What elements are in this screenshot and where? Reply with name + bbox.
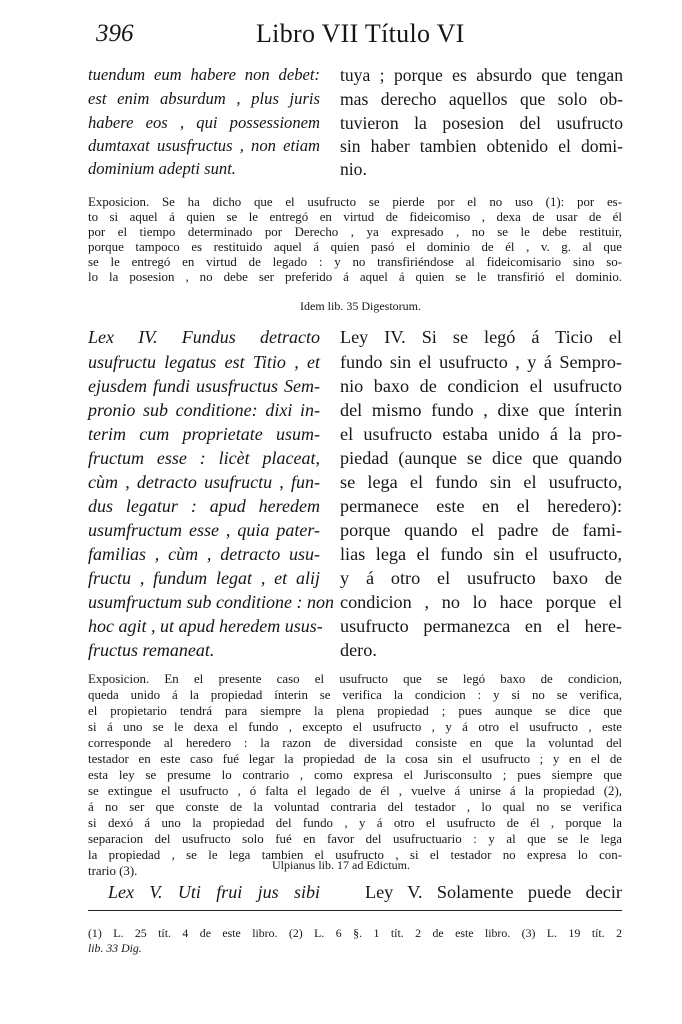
spanish-line: piedad (aunque se dice que quando (340, 448, 622, 468)
spanish-line: Ley IV. Si se legó á Ticio el (340, 327, 622, 347)
spanish-line: nio. (340, 159, 367, 179)
latin-line: terim cum proprietate usum- (88, 424, 320, 444)
exposition-line: la propiedad , se le lega tambien el usufructo , si el testador no expresa lo con- (88, 848, 622, 862)
exposition-line: esta ley se presume lo contrario , como expresa el Jurisconsulto ; pues siempre que (88, 768, 622, 782)
spanish-line: el usufructo estaba unido á la pro- (340, 424, 622, 444)
latin-line: familias , cùm , detracto usu- (88, 544, 320, 564)
latin-line: pronio sub conditione: dixi in- (88, 400, 320, 420)
exposition-line: el propietario tendrá para siempre la plena propiedad ; pues aunque se dice que (88, 704, 622, 718)
spanish-line: tuvieron la posesion del usufructo (340, 113, 623, 133)
exposition-line: lo la posesion , no debe ser preferido á aquel á quien se le transfirió el dominio. (88, 270, 622, 284)
latin-line: Lex V. Uti frui jus sibi (108, 882, 320, 902)
latin-line: usufructu legatus est Titio , et (88, 352, 320, 372)
spanish-line: tuya ; porque es absurdo que tengan (340, 65, 623, 85)
latin-line: cùm , detracto usufructu , fun- (88, 472, 320, 492)
spanish-line: usufructo permanezca en el here- (340, 616, 622, 636)
spanish-line: permanece este en el heredero): (340, 496, 622, 516)
spanish-line: sin haber tambien obtenido el domi- (340, 136, 623, 156)
exposition-line: si dexó á uno la propiedad del fundo , y á otro el usufructo de él , porque la (88, 816, 622, 830)
latin-line: tuendum eum habere non debet: (88, 65, 320, 84)
spanish-line: del mismo fundo , dixe que ínterin (340, 400, 622, 420)
exposition-line: separacion del usufructo solo fué en favor del usufructuario : y al que se le lega (88, 832, 622, 846)
spanish-line: nio baxo de condicion el usufructo (340, 376, 622, 396)
latin-line: fructus remaneat. (88, 640, 215, 660)
spanish-line: porque quando el padre de fami- (340, 520, 622, 540)
exposition-line: se le entregó en virtud de legado : y no transfiriéndose al fideicomisario sino so- (88, 255, 622, 269)
spanish-line: se lega el fundo sin el usufructo, (340, 472, 622, 492)
spanish-line: mas derecho aquellos que solo ob- (340, 89, 623, 109)
source-citation: Ulpianus lib. 17 ad Edictum. (272, 858, 410, 872)
latin-line: dus legatur : apud heredem (88, 496, 320, 516)
exposition-line: si á uno se le dexa el fundo , excepto el usufructo , y á otro el usufructo , este (88, 720, 622, 734)
exposition-line: porque tampoco es restituido aquel á quien pasó el dominio de él , v. g. al que (88, 240, 622, 254)
exposition-line: á no ser que conste de la voluntad contraria del testador , lo qual no se verifica (88, 800, 622, 814)
exposition-line: se extingue el usufructo , ó falta el legado de él , vuelve á unirse á la propiedad (2), (88, 784, 622, 798)
exposition-line: corresponde al heredero : la razon de diversidad consiste en que la voluntad del (88, 736, 622, 750)
latin-line: dumtaxat ususfructus , non etiam (88, 136, 320, 155)
latin-line: ejusdem fundi ususfructus Sem- (88, 376, 320, 396)
latin-line: usumfructum sub conditione : non (88, 592, 334, 612)
latin-line: fructu , fundum legat , et alij (88, 568, 320, 588)
latin-line: habere eos , qui possessionem (88, 113, 320, 132)
footnote-line: lib. 33 Dig. (88, 941, 142, 955)
page-number: 396 (96, 20, 134, 47)
spanish-line: Ley V. Solamente puede decir (365, 882, 622, 902)
source-citation: Idem lib. 35 Digestorum. (300, 299, 421, 313)
latin-line: Lex IV. Fundus detracto (88, 327, 320, 347)
spanish-line: lias lega el fundo sin el usufructo, (340, 544, 622, 564)
latin-line: fructum esse : licèt placeat, (88, 448, 320, 468)
latin-line: dominium adepti sunt. (88, 159, 236, 178)
spanish-line: fundo sin el usufructo , y á Sempro- (340, 352, 622, 372)
exposition-line: queda unido á la propiedad ínterin se verifica la condicion : y si no se verifica, (88, 688, 622, 702)
spanish-line: condicion , no lo hace porque el (340, 592, 622, 612)
spanish-line: y á otro el usufructo baxo de (340, 568, 622, 588)
exposition-line: trario (3). (88, 864, 138, 878)
latin-line: hoc agit , ut apud heredem usus- (88, 616, 323, 636)
exposition-line: por el tiempo determinado por Derecho , ya expresado , no se le debe restituir, (88, 225, 622, 239)
exposition-line: testador en este caso fué legar la propiedad de la cosa sin el usufructo ; y en el de (88, 752, 622, 766)
running-head: Libro VII Título VI (256, 19, 465, 48)
latin-line: est enim absurdum , plus juris (88, 89, 320, 108)
exposition-line: Exposicion. En el presente caso el usufructo que se legó baxo de condicion, (88, 672, 622, 686)
footnote-rule (88, 910, 622, 911)
spanish-line: dero. (340, 640, 377, 660)
exposition-line: to si aquel á quien se le entregó en virtud de fideicomiso , dexa de usar de él (88, 210, 622, 224)
footnote-line: (1) L. 25 tít. 4 de este libro. (2) L. 6 §. 1 tít. 2 de este libro. (3) L. 19 tít. 2 (88, 926, 622, 940)
latin-line: usumfructum esse , quia pater- (88, 520, 320, 540)
exposition-line: Exposicion. Se ha dicho que el usufructo se pierde por el no uso (1): por es- (88, 195, 622, 209)
